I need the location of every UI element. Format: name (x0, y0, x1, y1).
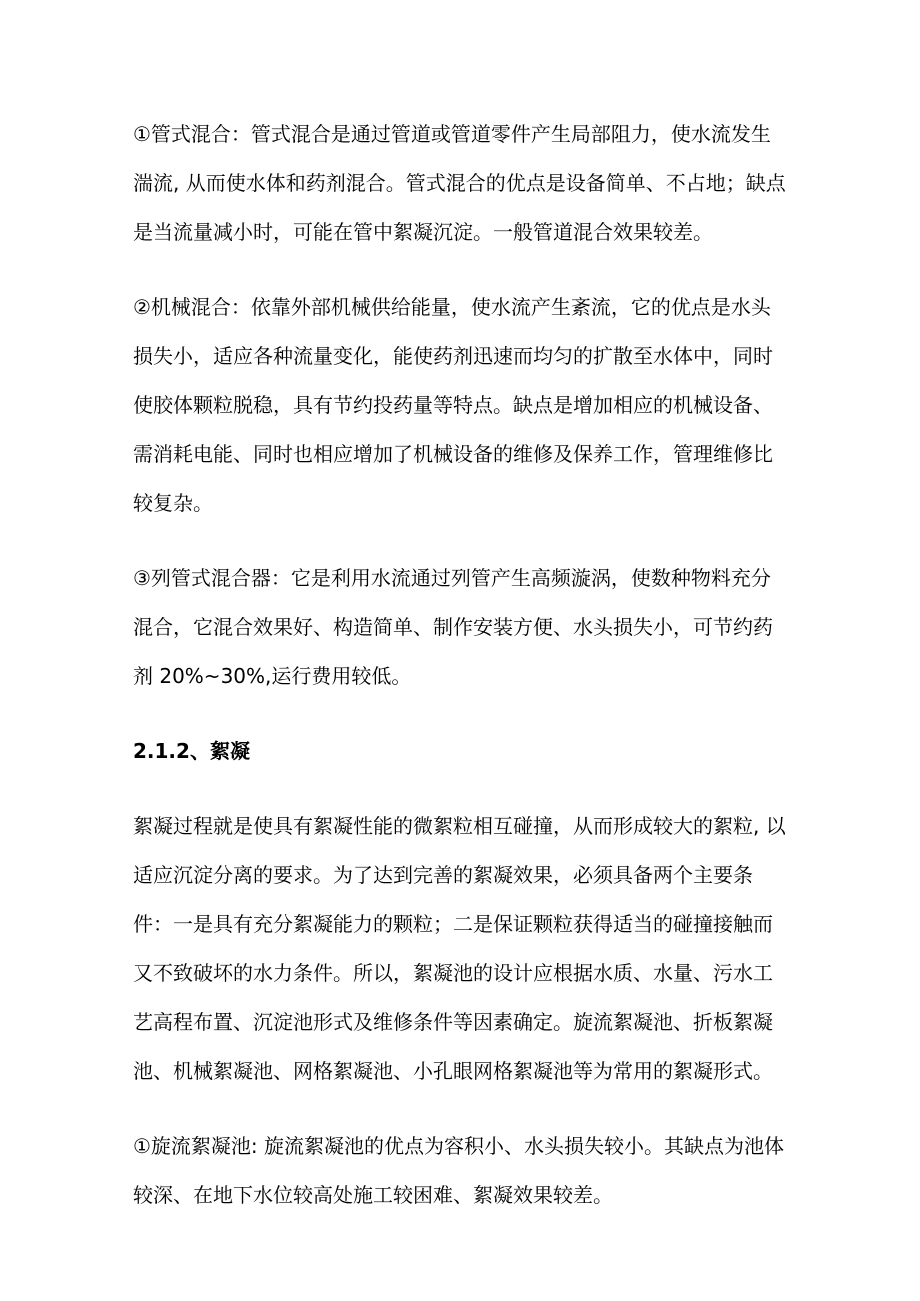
text-line: ③列管式混合器：它是利用水流通过列管产生高频漩涡，使数种物料充分 (133, 566, 771, 590)
text-line: 湍流, 从而使水体和药剂混合。管式混合的优点是设备简单、不占地；缺点 (133, 171, 786, 195)
text-line: 较复杂。 (133, 491, 213, 515)
paragraph-gap (133, 1096, 793, 1122)
text-line: 较深、在地下水位较高处施工较困难、絮凝效果较差。 (133, 1183, 613, 1207)
text-line: ①管式混合：管式混合是通过管道或管道零件产生局部阻力，使水流发生 (133, 122, 771, 146)
text-line: 剂 20%~30%,运行费用较低。 (133, 664, 412, 688)
text-line: 混合，它混合效果好、构造简单、制作安装方便、水头损失小，可节约药 (133, 615, 773, 639)
text-line: 艺高程布置、沉淀池形式及维修条件等因素确定。旋流絮凝池、折板絮凝 (133, 1010, 773, 1034)
paragraph-gap (133, 528, 793, 554)
text-line: ②机械混合：依靠外部机械供给能量，使水流产生紊流，它的优点是水头 (133, 295, 771, 319)
paragraph-pipe-mixing (133, 110, 793, 257)
text-line: 件：一是具有充分絮凝能力的颗粒；二是保证颗粒获得适当的碰撞接触而 (133, 912, 773, 936)
text-line: 需消耗电能、同时也相应增加了机械设备的维修及保养工作，管理维修比 (133, 442, 773, 466)
paragraph-mechanical-mixing (133, 283, 793, 528)
paragraph-swirl-flocculation (133, 1122, 793, 1220)
paragraph-gap (133, 776, 793, 802)
text-line: 适应沉淀分离的要求。为了达到完善的絮凝效果，必须具备两个主要条 (133, 863, 753, 887)
paragraph-gap (133, 257, 793, 283)
text-line: 又不致破坏的水力条件。所以，絮凝池的设计应根据水质、水量、污水工 (133, 961, 773, 985)
text-line: 絮凝过程就是使具有絮凝性能的微絮粒相互碰撞，从而形成较大的絮粒, 以 (133, 814, 786, 838)
text-line: 损失小，适应各种流量变化，能使药剂迅速而均匀的扩散至水体中，同时 (133, 344, 773, 368)
section-heading: 2.1.2、絮凝 (133, 739, 250, 763)
document-page (133, 110, 793, 1220)
paragraph-gap (133, 701, 793, 727)
paragraph-flocculation-intro (133, 802, 793, 1096)
text-line: 是当流量减小时，可能在管中絮凝沉淀。一般管道混合效果较差。 (133, 220, 713, 244)
paragraph-tube-mixer (133, 554, 793, 701)
text-line: ①旋流絮凝池: 旋流絮凝池的优点为容积小、水头损失较小。其缺点为池体 (133, 1134, 785, 1158)
text-line: 使胶体颗粒脱稳，具有节约投药量等特点。缺点是增加相应的机械设备、 (133, 393, 773, 417)
text-line: 池、机械絮凝池、网格絮凝池、小孔眼网格絮凝池等为常用的絮凝形式。 (133, 1059, 773, 1083)
